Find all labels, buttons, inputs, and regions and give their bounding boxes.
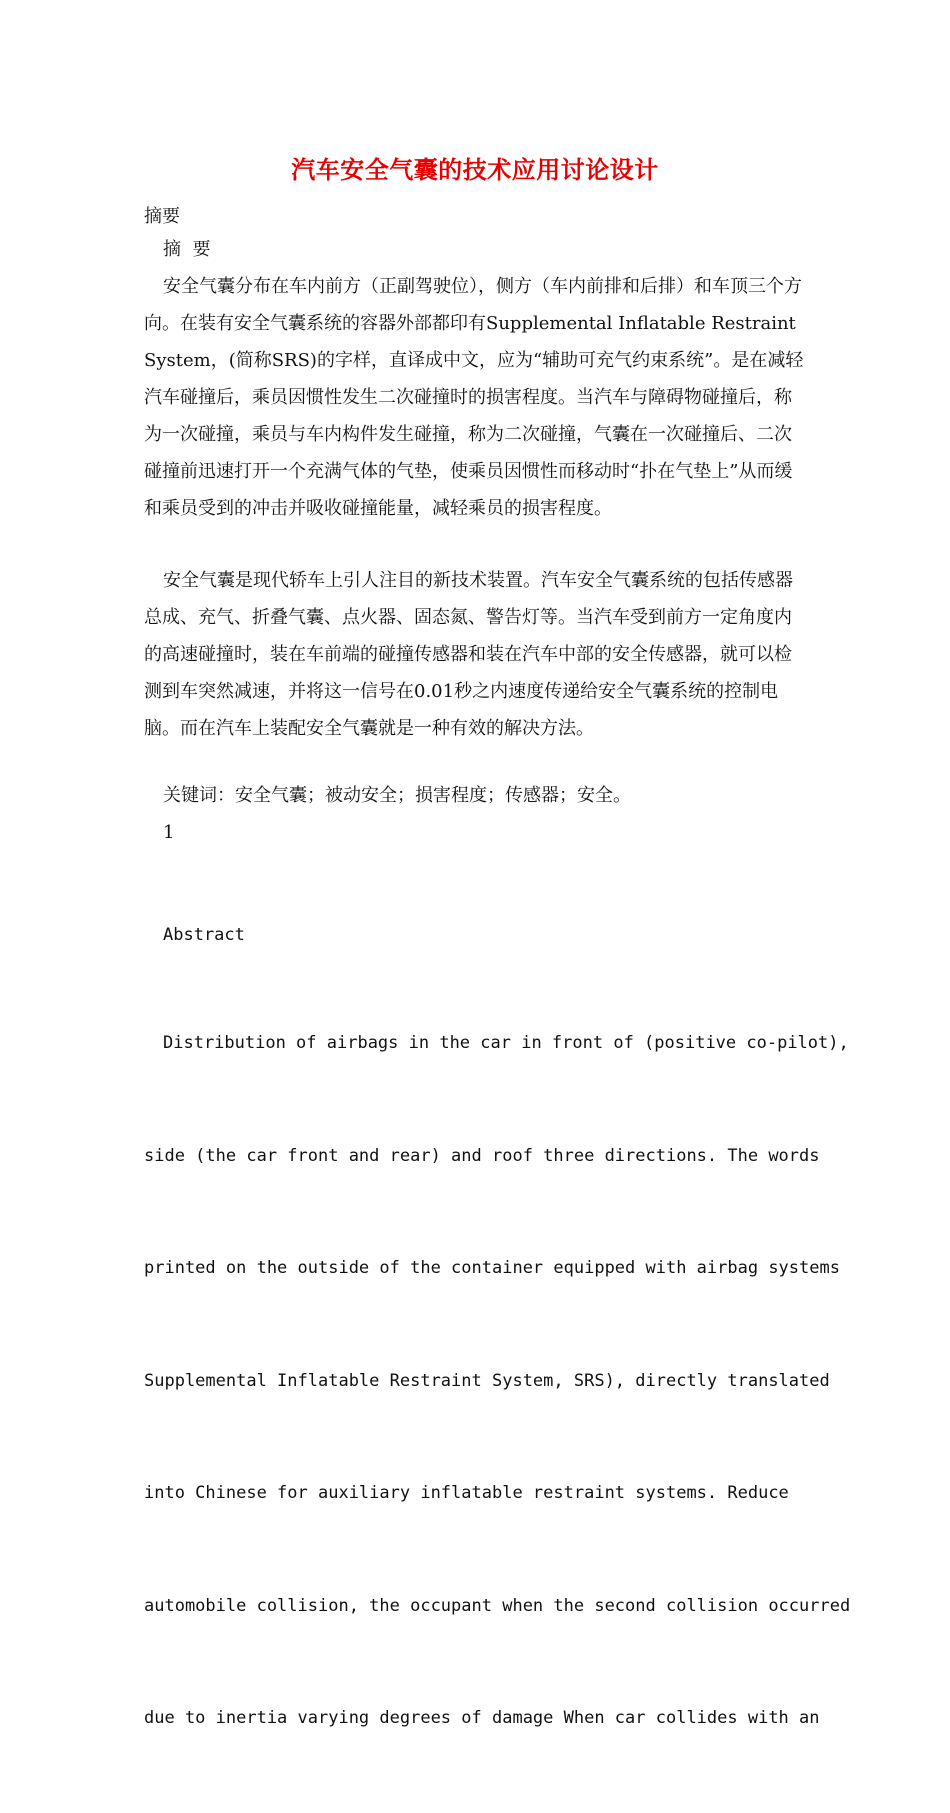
english-line: Supplemental Inflatable Restraint System, SRS), directly translated (144, 1370, 830, 1391)
keywords-line: 关键词：安全气囊；被动安全；损害程度；传感器；安全。 (163, 785, 631, 806)
page-number: 1 (163, 822, 175, 843)
english-line: automobile collision, the occupant when the second collision occurred (144, 1595, 851, 1616)
english-line: Distribution of airbags in the car in front of (positive co-pilot), (163, 1033, 849, 1053)
abstract-paragraph-1: 安全气囊分布在车内前方（正副驾驶位），侧方（车内前排和后排）和车顶三个方向。在装有安全气囊系统的容器外部都印有Supplemental Inflatable Restraint System，(简称SRS)的字样，直译成中文，应为“辅助可充气约束系统”。是在减轻汽车碰撞后，乘员因惯性发生二次碰撞时的损害程度。当汽车与障碍物碰撞后，称为一次碰撞，乘员与车内构件发生碰撞，称为二次碰撞，气囊在一次碰撞后、二次碰撞前迅速打开一个充满气体的气垫，使乘员因惯性而移动时“扑在气垫上”从而缓和乘员受到的冲击并吸收碰撞能量，减轻乘员的损害程度。 (144, 276, 804, 519)
english-line: into Chinese for auxiliary inflatable restraint systems. Reduce (144, 1483, 789, 1503)
english-line: side (the car front and rear) and roof three directions. The words (144, 1145, 820, 1166)
abstract-heading-spaced: 摘 要 (163, 239, 211, 260)
english-line: due to inertia varying degrees of damage When car collides with an (144, 1708, 820, 1728)
english-abstract-heading: Abstract (163, 925, 245, 945)
abstract-paragraph-2: 安全气囊是现代轿车上引人注目的新技术装置。汽车安全气囊系统的包括传感器总成、充气、折叠气囊、点火器、固态氮、警告灯等。当汽车受到前方一定角度内的高速碰撞时，装在车前端的碰撞传感器和装在汽车中部的安全传感器，就可以检测到车突然减速，并将这一信号在0.01秒之内速度传递给安全气囊系统的控制电脑。而在汽车上装配安全气囊就是一种有效的解决方法。 (144, 570, 793, 739)
document-title: 汽车安全气囊的技术应用讨论设计 (291, 155, 659, 184)
english-abstract-body (144, 950, 851, 1813)
abstract-heading: 摘要 (144, 206, 180, 227)
english-line: printed on the outside of the container equipped with airbag systems (144, 1258, 840, 1278)
